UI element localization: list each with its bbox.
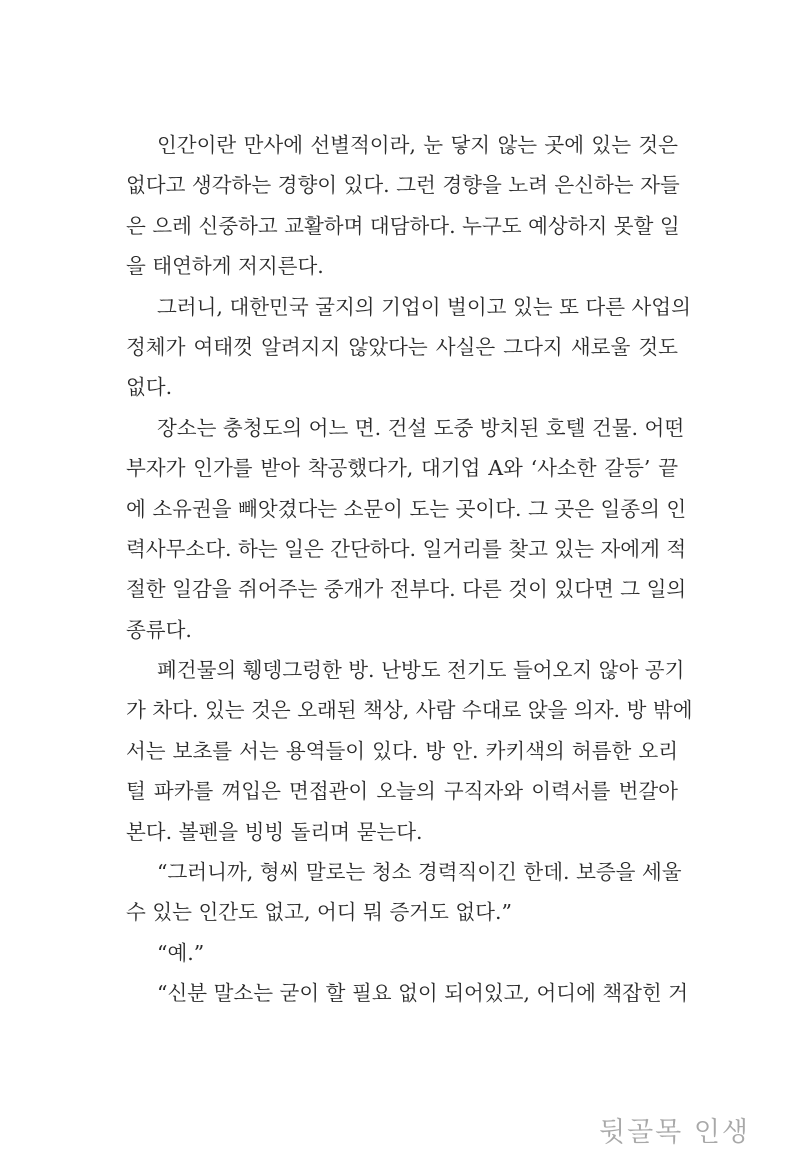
text-line: “그러니까, 형씨 말로는 청소 경력직이긴 한데. 보증을 세울 bbox=[157, 860, 682, 885]
text-line: 없다. bbox=[126, 375, 173, 400]
text-line: 정체가 여태껏 알려지지 않았다는 사실은 그다지 새로울 것도 bbox=[126, 334, 678, 359]
text-line: 본다. 볼펜을 빙빙 돌리며 묻는다. bbox=[126, 819, 423, 844]
text-line: 수 있는 인간도 없고, 어디 뭐 증거도 없다.” bbox=[126, 900, 512, 925]
text-line: 부자가 인가를 받아 착공했다가, 대기업 A와 ‘사소한 갈등’ 끝 bbox=[126, 456, 678, 481]
text-line: 장소는 충청도의 어느 면. 건설 도중 방치된 호텔 건물. 어떤 bbox=[157, 415, 685, 440]
text-line: 인간이란 만사에 선별적이라, 눈 닿지 않는 곳에 있는 것은 bbox=[157, 133, 678, 157]
text-line: 가 차다. 있는 것은 오래된 책상, 사람 수대로 앉을 의자. 방 밖에 bbox=[126, 698, 693, 723]
body-text bbox=[126, 125, 693, 1014]
text-line: 절한 일감을 쥐어주는 중개가 전부다. 다른 것이 있다면 그 일의 bbox=[126, 577, 687, 602]
text-line: “신분 말소는 굳이 할 필요 없이 되어있고, 어디에 책잡힌 거 bbox=[157, 981, 689, 1006]
text-line: 그러니, 대한민국 굴지의 기업이 벌이고 있는 또 다른 사업의 bbox=[157, 294, 691, 319]
text-line: 없다고 생각하는 경향이 있다. 그런 경향을 노려 은신하는 자들 bbox=[126, 173, 680, 198]
text-line: 은 으레 신중하고 교활하며 대담하다. 누구도 예상하지 못할 일 bbox=[126, 213, 680, 238]
text-line: 폐건물의 휑뎅그렁한 방. 난방도 전기도 들어오지 않아 공기 bbox=[157, 658, 685, 683]
text-line: 을 태연하게 저지른다. bbox=[126, 254, 324, 279]
text-line: 종류다. bbox=[126, 617, 192, 642]
running-title: 뒷골목 인생 bbox=[599, 1117, 750, 1148]
text-line: 에 소유권을 빼앗겼다는 소문이 도는 곳이다. 그 곳은 일종의 인 bbox=[126, 496, 687, 521]
text-line: “예.” bbox=[157, 940, 205, 965]
text-line: 서는 보초를 서는 용역들이 있다. 방 안. 카키색의 허름한 오리 bbox=[126, 738, 678, 763]
text-line: 털 파카를 껴입은 면접관이 오늘의 구직자와 이력서를 번갈아 bbox=[126, 779, 678, 804]
text-line: 력사무소다. 하는 일은 간단하다. 일거리를 찾고 있는 자에게 적 bbox=[126, 536, 687, 561]
